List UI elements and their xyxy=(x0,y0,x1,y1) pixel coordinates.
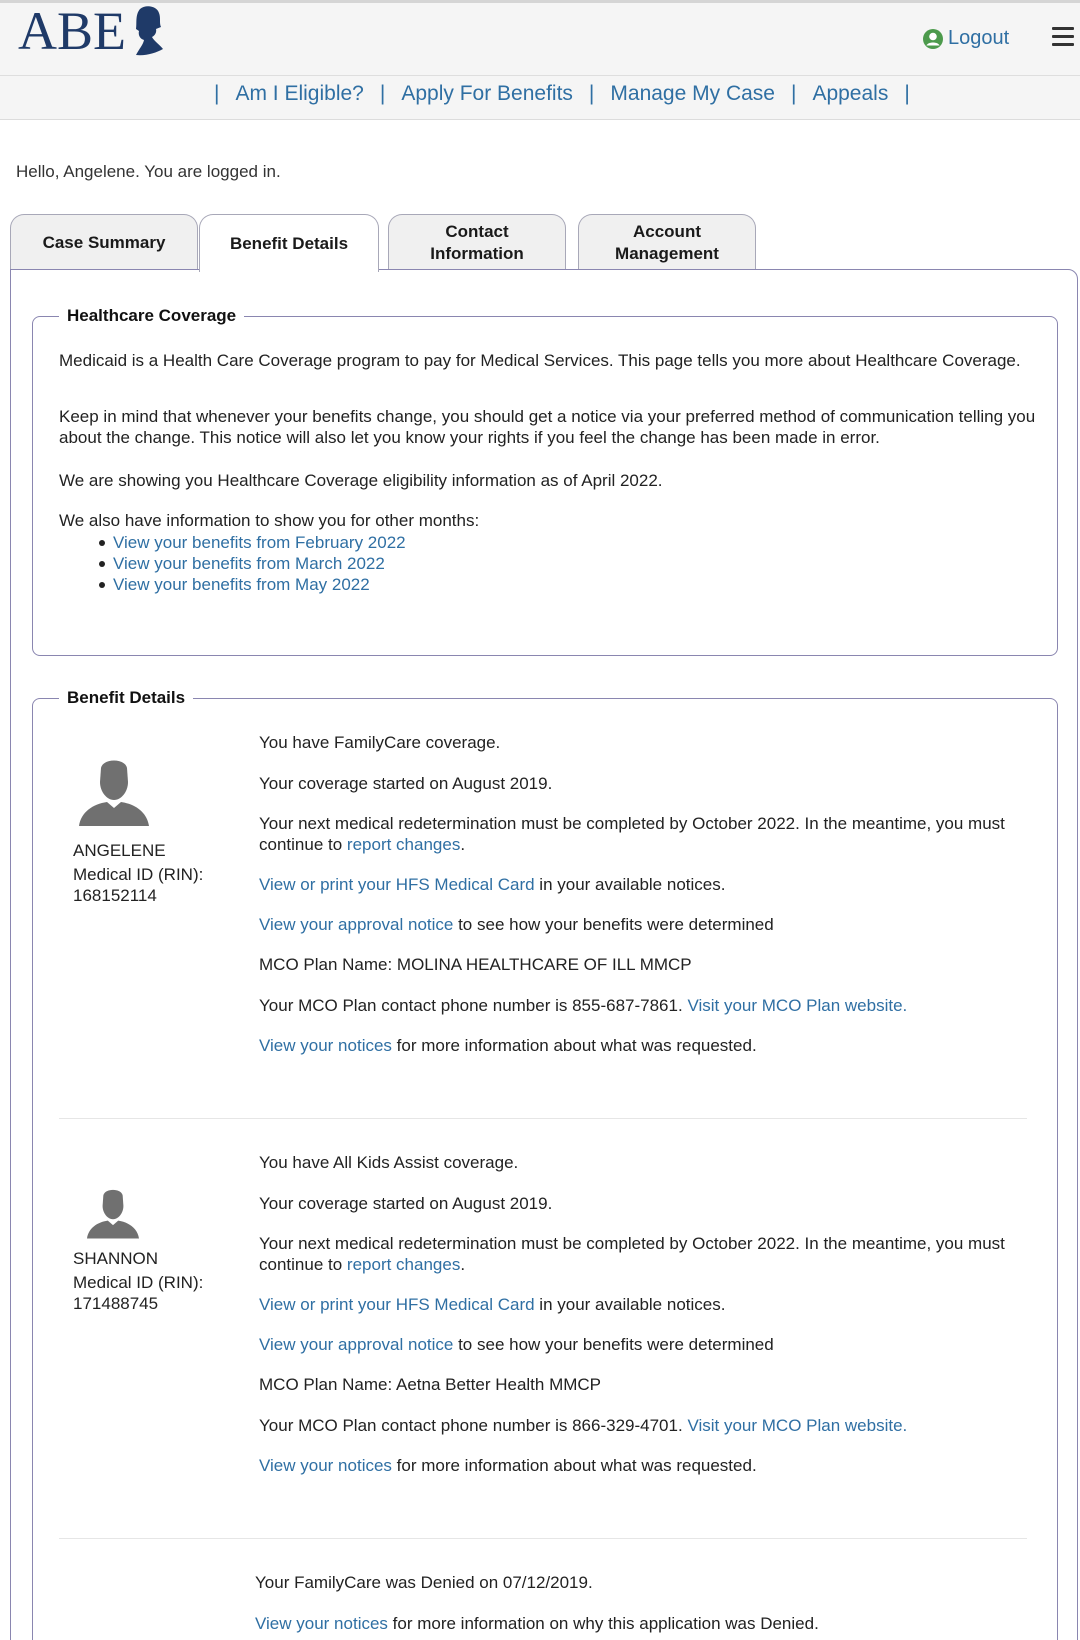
other-months-list xyxy=(113,532,406,595)
coverage-start: Your coverage started on August 2019. xyxy=(259,774,553,793)
medical-card-link[interactable]: View or print your HFS Medical Card xyxy=(259,1295,535,1314)
tab-label: Case Summary xyxy=(42,232,166,252)
medical-card-text: View or print your HFS Medical Card in your available notices. xyxy=(259,1295,726,1314)
month-link-march[interactable]: View your benefits from March 2022 xyxy=(113,554,385,573)
healthcare-coverage-section xyxy=(32,306,1058,656)
approval-text: View your approval notice to see how your benefits were determined xyxy=(259,1335,774,1354)
lincoln-silhouette-icon xyxy=(130,5,164,57)
tab-panel xyxy=(10,269,1078,1640)
person-avatar-icon xyxy=(79,758,149,828)
month-link-may[interactable]: View your benefits from May 2022 xyxy=(113,575,370,594)
approval-notice-link[interactable]: View your approval notice xyxy=(259,915,454,934)
view-notices-link[interactable]: View your notices xyxy=(259,1456,392,1475)
nav-am-i-eligible[interactable]: Am I Eligible? xyxy=(235,82,364,105)
approval-text: View your approval notice to see how your benefits were determined xyxy=(259,915,774,934)
tab-label: Information xyxy=(430,243,524,263)
medical-id xyxy=(73,1272,223,1314)
view-notices-link[interactable]: View your notices xyxy=(259,1036,392,1055)
healthcare-other-months: We also have information to show you for other months: xyxy=(59,511,480,530)
nav-appeals[interactable]: Appeals xyxy=(812,82,889,105)
medical-id-label: Medical ID (RIN): xyxy=(73,865,204,884)
member-name: ANGELENE xyxy=(73,841,166,860)
main-nav xyxy=(0,76,1080,120)
medical-card-link[interactable]: View or print your HFS Medical Card xyxy=(259,875,535,894)
tab-account-management[interactable] xyxy=(578,214,756,270)
mco-website-link[interactable]: Visit your MCO Plan website. xyxy=(687,1416,908,1435)
tab-label: Account xyxy=(632,221,701,241)
tab-label: Contact xyxy=(445,221,509,241)
medical-id-value: 171488745 xyxy=(73,1294,159,1313)
member-name: SHANNON xyxy=(73,1249,159,1268)
list-item xyxy=(113,532,406,553)
nav-separator: | xyxy=(379,82,386,105)
notices-text: View your notices for more information about what was requested. xyxy=(259,1036,757,1055)
logout-link[interactable] xyxy=(922,27,1009,50)
month-link-february[interactable]: View your benefits from February 2022 xyxy=(113,533,406,552)
logo-text: ABE xyxy=(18,1,126,61)
greeting-text: Hello, Angelene. You are logged in. xyxy=(16,162,281,181)
healthcare-notice-info: Keep in mind that whenever your benefits change, you should get a notice via your preferred method of communication telling you about the change. This notice will also let you know your rights if you feel the change has been made in error. xyxy=(59,407,1036,447)
mco-plan-name: MCO Plan Name: Aetna Better Health MMCP xyxy=(259,1375,602,1394)
mco-phone-text: Your MCO Plan contact phone number is 866-329-4701. Visit your MCO Plan website. xyxy=(259,1416,908,1435)
notices-text: View your notices for more information about what was requested. xyxy=(259,1456,757,1475)
medical-id-value: 168152114 xyxy=(73,886,157,905)
section-title: Benefit Details xyxy=(67,688,186,707)
list-item xyxy=(113,574,406,595)
tab-bar xyxy=(10,214,1070,270)
denied-text: Your FamilyCare was Denied on 07/12/2019. xyxy=(255,1573,593,1592)
medical-card-text: View or print your HFS Medical Card in your available notices. xyxy=(259,875,726,894)
coverage-type: You have FamilyCare coverage. xyxy=(259,733,501,752)
divider xyxy=(59,1118,1027,1119)
tab-label: Benefit Details xyxy=(229,233,349,253)
denied-notices-text: View your notices for more information on why this application was Denied. xyxy=(255,1614,819,1633)
mco-website-link[interactable]: Visit your MCO Plan website. xyxy=(687,996,908,1015)
nav-separator: | xyxy=(790,82,797,105)
view-notices-link[interactable]: View your notices xyxy=(255,1614,388,1633)
logout-label: Logout xyxy=(948,27,1010,49)
nav-separator: | xyxy=(214,82,220,105)
mco-plan-name: MCO Plan Name: MOLINA HEALTHCARE OF ILL MMCP xyxy=(259,955,692,974)
medical-id-label: Medical ID (RIN): xyxy=(73,1273,204,1292)
divider xyxy=(59,1538,1027,1539)
healthcare-as-of: We are showing you Healthcare Coverage eligibility information as of April 2022. xyxy=(59,471,663,490)
coverage-type: You have All Kids Assist coverage. xyxy=(259,1153,519,1172)
tab-benefit-details[interactable] xyxy=(199,214,379,272)
nav-separator: | xyxy=(904,82,910,105)
abe-logo[interactable] xyxy=(18,3,164,59)
medical-id xyxy=(73,864,223,906)
member-card-angelene xyxy=(33,728,1059,1118)
section-title: Healthcare Coverage xyxy=(67,306,237,325)
redetermination-text: Your next medical redetermination must be completed by October 2022. In the meantime, you must continue to report changes. xyxy=(259,1234,1005,1274)
redetermination-text: Your next medical redetermination must be completed by October 2022. In the meantime, you must continue to report changes. xyxy=(259,814,1005,854)
list-item xyxy=(113,553,406,574)
nav-separator: | xyxy=(588,82,595,105)
tab-contact-information[interactable] xyxy=(388,214,566,270)
nav-manage-my-case[interactable]: Manage My Case xyxy=(610,82,775,105)
tab-label: Management xyxy=(615,243,719,263)
site-header xyxy=(0,0,1080,76)
tab-case-summary[interactable] xyxy=(10,214,198,270)
coverage-start: Your coverage started on August 2019. xyxy=(259,1194,553,1213)
approval-notice-link[interactable]: View your approval notice xyxy=(259,1335,454,1354)
nav-apply-for-benefits[interactable]: Apply For Benefits xyxy=(401,82,573,105)
member-card-shannon xyxy=(33,1148,1059,1538)
benefit-details-section xyxy=(32,688,1058,1640)
user-circle-icon xyxy=(922,28,944,50)
report-changes-link[interactable]: report changes xyxy=(346,835,461,854)
hamburger-menu-icon[interactable] xyxy=(1052,27,1074,47)
healthcare-intro: Medicaid is a Health Care Coverage program to pay for Medical Services. This page tells you more about Healthcare Coverage. xyxy=(59,351,1021,370)
report-changes-link[interactable]: report changes xyxy=(346,1255,461,1274)
person-avatar-icon xyxy=(87,1188,139,1240)
mco-phone-text: Your MCO Plan contact phone number is 855-687-7861. Visit your MCO Plan website. xyxy=(259,996,908,1015)
